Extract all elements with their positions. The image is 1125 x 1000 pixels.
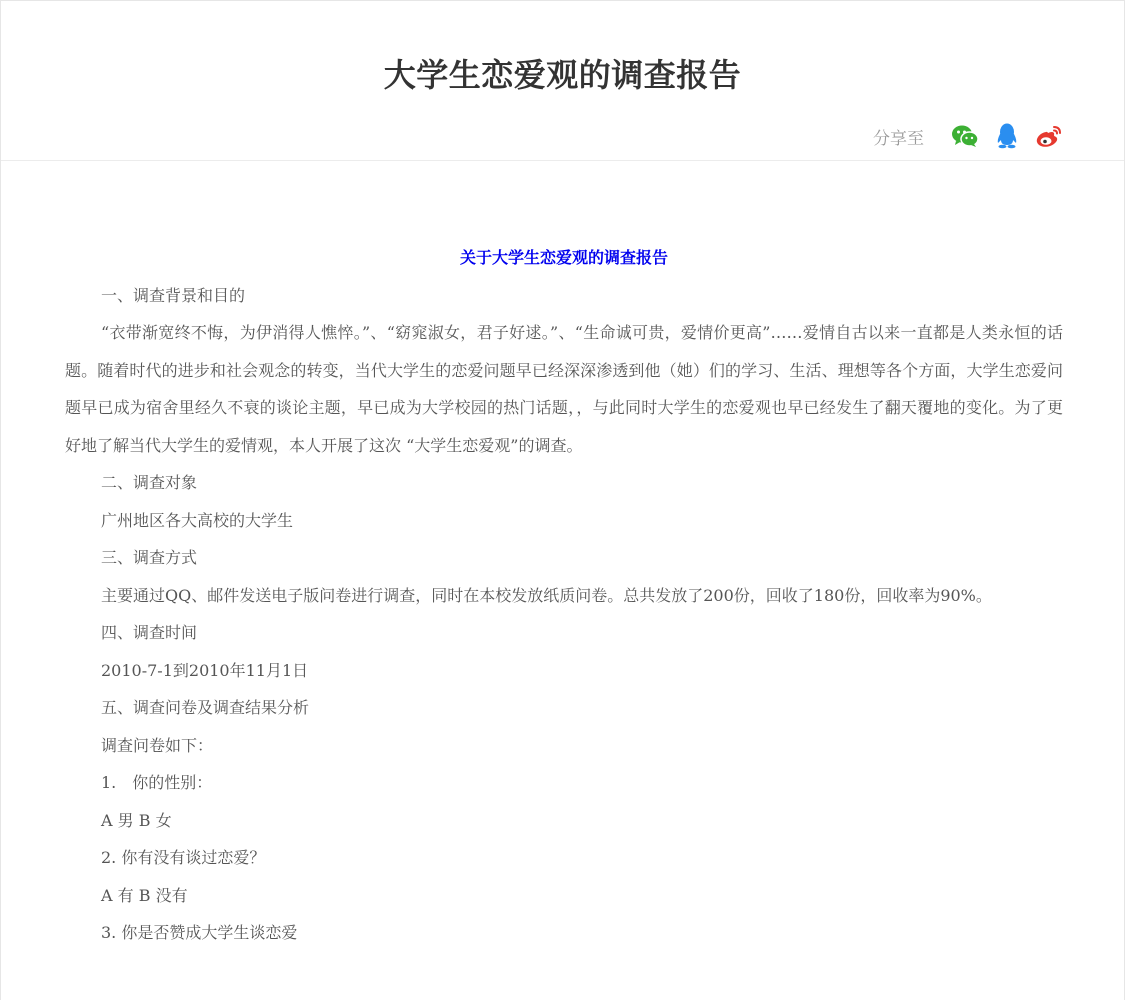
- share-bar: [873, 121, 1064, 151]
- section-heading-method: 三、调查方式: [101, 548, 198, 567]
- answer-options: A 有 B 没有: [101, 885, 188, 905]
- section-heading-time: 四、调查时间: [101, 623, 198, 642]
- question-item: 1. 你的性别：: [101, 773, 213, 792]
- answer-options: A 男 B 女: [101, 810, 172, 830]
- paragraph-subjects: 广州地区各大高校的大学生: [101, 510, 294, 530]
- article-body: [65, 239, 1063, 952]
- page-title: 大学生恋爱观的调查报告: [383, 56, 742, 94]
- paragraph-background: “衣带渐宽终不悔，为伊消得人憔悴。”、“窈窕淑女，君子好逑。”、“生命诚可贵，爱情价更高”……爱情自古以来一直都是人类永恒的话题。随着时代的进步和社会观念的转变，当代大学生的恋爱问题早已经深深渗透到他（她）们的学习、生活、理想等各个方面，大学生恋爱问题早已成为宿舍里经久不衰的谈论主题，早已成为大学校园的热门话题，，与此同时大学生的恋爱观也早已经发生了翻天覆地的变化。为了更好地了解当代大学生的爱情观，本人开展了这次 “大学生恋爱观”的调查。: [65, 323, 1063, 455]
- qq-icon[interactable]: [992, 121, 1022, 151]
- paragraph-questionnaire-intro: 调查问卷如下：: [101, 735, 214, 755]
- section-heading-subjects: 二、调查对象: [101, 473, 198, 492]
- section-heading-background: 一、调查背景和目的: [101, 285, 246, 305]
- weibo-icon[interactable]: [1034, 121, 1064, 151]
- section-heading-questionnaire: 五、调查问卷及调查结果分析: [101, 698, 310, 717]
- paragraph-method: 主要通过QQ、邮件发送电子版问卷进行调查，同时在本校发放纸质问卷。总共发放了200份，回收了180份，回收率为90%。: [101, 585, 992, 605]
- share-label: 分享至: [873, 128, 924, 149]
- document-heading: 关于大学生恋爱观的调查报告: [459, 248, 668, 267]
- article-header: [1, 1, 1124, 161]
- question-item: 3. 你是否赞成大学生谈恋爱: [101, 923, 298, 942]
- wechat-icon[interactable]: [950, 121, 980, 151]
- question-item: 2. 你有没有谈过恋爱？: [101, 848, 266, 867]
- paragraph-time: 2010-7-1到2010年11月1日: [101, 660, 309, 680]
